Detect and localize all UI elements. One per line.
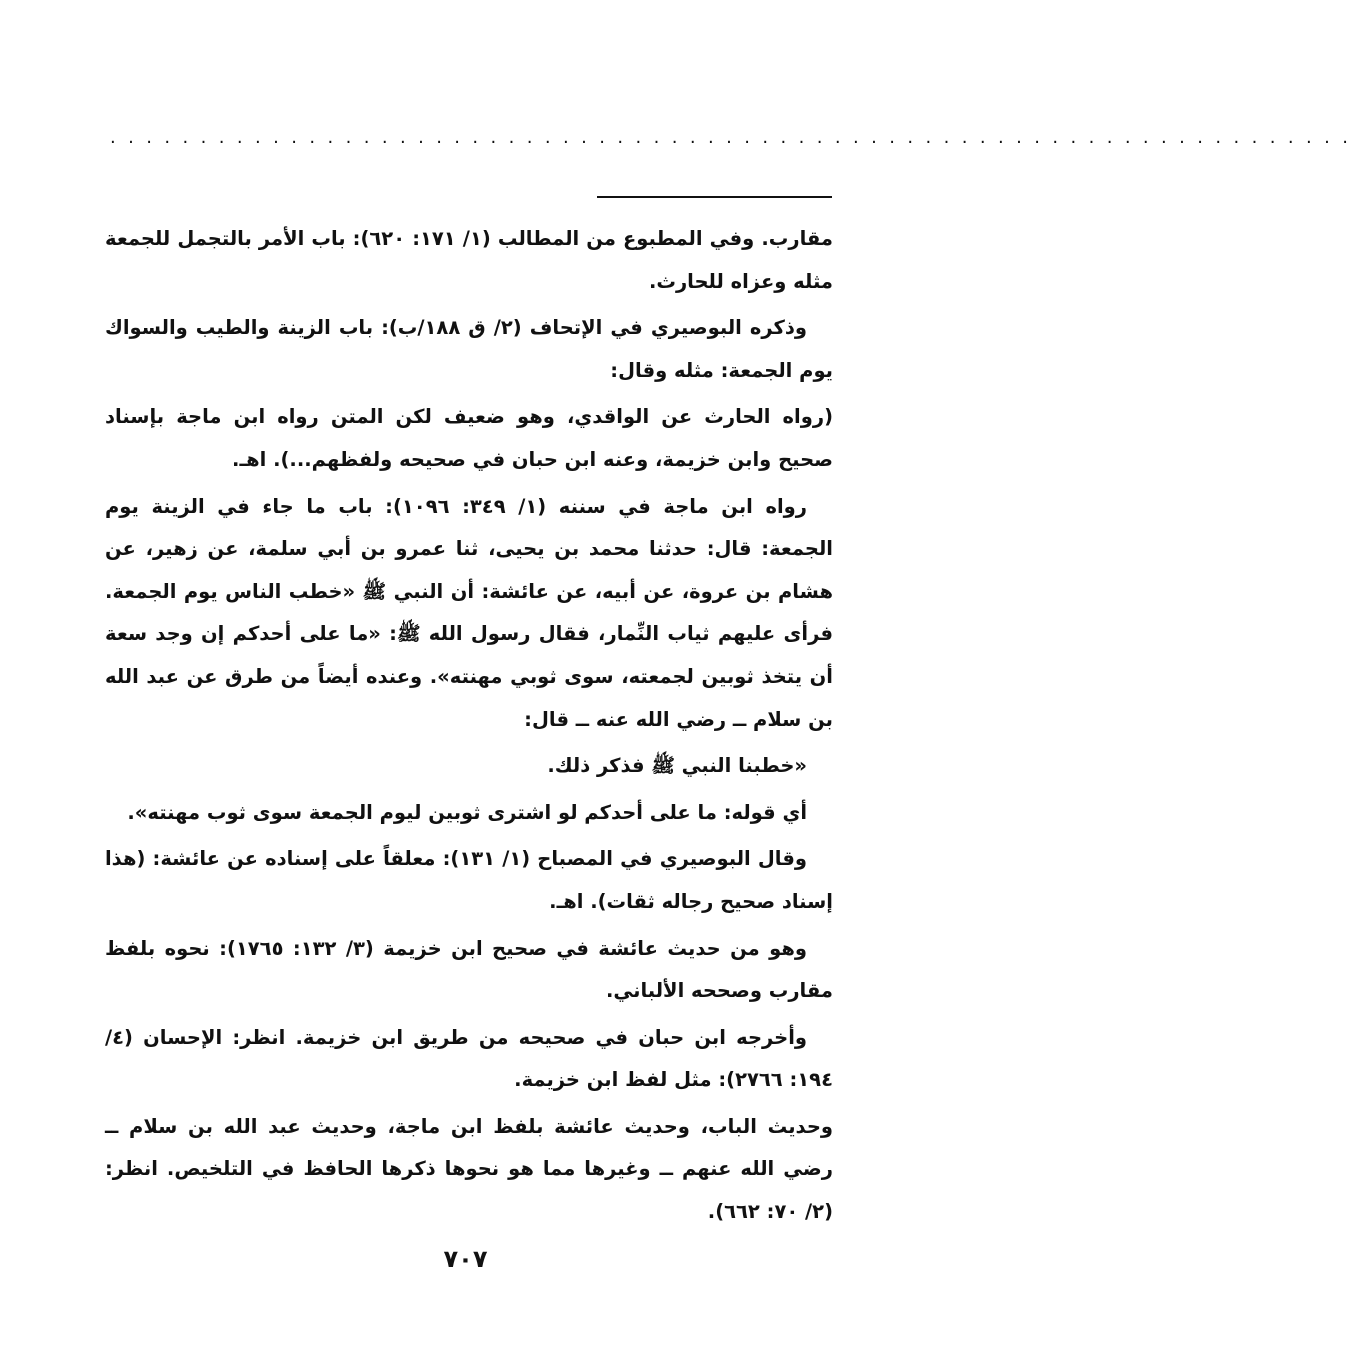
paragraph: وهو من حديث عائشة في صحيح ابن خزيمة (٣/ ١٣٢: ١٧٦٥): نحوه بلفظ مقارب وصححه الألباني.: [105, 936, 833, 1003]
paragraph: وقال البوصيري في المصباح (١/ ١٣١): معلقاً على إسناده عن عائشة: (هذا إسناد صحيح رجاله ثقات). اهـ.: [105, 847, 833, 913]
paragraph: (رواه الحارث عن الواقدي، وهو ضعيف لكن المتن رواه ابن ماجة بإسناد صحيح وابن خزيمة، وعنه ابن حبان في صحيحه ولفظهم...). اهـ.: [105, 405, 833, 471]
paragraph: مقارب. وفي المطبوع من المطالب (١/ ١٧١: ٦٢٠): باب الأمر بالتجمل للجمعة مثله وعزاه للحارث.: [105, 227, 834, 293]
paragraph: أي قوله: ما على أحدكم لو اشترى ثوبين ليوم الجمعة سوى ثوب مهنته».: [127, 800, 807, 824]
footnote-rule: [597, 196, 832, 198]
paragraph: رواه ابن ماجة في سننه (١/ ٣٤٩: ١٠٩٦): باب ما جاء في الزينة يوم الجمعة: قال: حدثنا محمد بن يحيى، ثنا عمرو بن أبي سلمة، عن زهير، عن هشام بن عروة، عن أبيه، عن عائشة: أن النبي ﷺ «خطب الناس يوم الجمعة. فرأى عليهم ثياب النِّمار، فقال رسول الله ﷺ: «ما على أحدكم إن وجد سعة أن يتخذ ثوبين لجمعته، سوى ثوبي مهنته». وعنده أيضاً من طرق عن عبد الله بن سلام ــ رضي الله عنه ــ قال:: [105, 494, 833, 731]
paragraph: وأخرجه ابن حبان في صحيحه من طريق ابن خزيمة. انظر: الإحسان (٤/ ١٩٤: ٢٧٦٦): مثل لفظ ابن خزيمة.: [105, 1025, 833, 1092]
dotted-separator: .....................................................................: [110, 127, 1360, 148]
paragraph: وحديث الباب، وحديث عائشة بلفظ ابن ماجة، وحديث عبد الله بن سلام ــ رضي الله عنهم ــ وغيرها مما هو نحوها ذكرها الحافظ في التلخيص. انظر: (٢/ ٧٠: ٦٦٢).: [105, 1114, 833, 1224]
paragraph: «خطبنا النبي ﷺ فذكر ذلك.: [547, 754, 807, 778]
page-number: ٧٠٧: [443, 1245, 488, 1273]
paragraph: وذكره البوصيري في الإتحاف (٢/ ق ١٨٨/ب): باب الزينة والطيب والسواك يوم الجمعة: مثله وقال:: [105, 316, 833, 382]
footnote-text: [105, 218, 833, 1238]
